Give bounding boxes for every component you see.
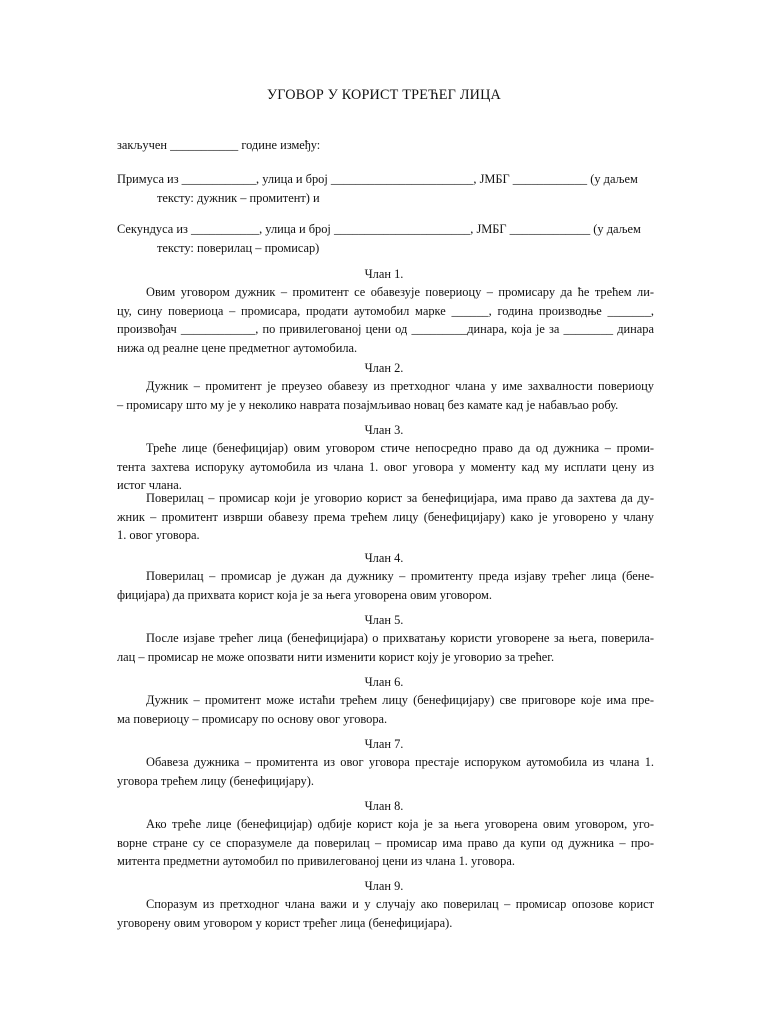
- article-9-heading: Члан 9.: [364, 879, 404, 893]
- article-line: Овим уговором дужник – промитент се обавезује повериоцу – промисару да ће трећем ли-: [146, 285, 654, 299]
- article-line: истог члана.: [117, 478, 182, 492]
- article-7-paragraph: [117, 753, 654, 790]
- article-3-paragraph-2: [117, 489, 654, 545]
- article-3-heading: Члан 3.: [364, 423, 404, 437]
- promisee-line-1: Секундуса из ___________, улица и број ______________________, ЈМБГ _____________ (у даљем: [117, 222, 641, 236]
- article-line: жник – промитент изврши обавезу према трећем лицу (бенефицијару) како је уговорено у члану: [117, 509, 654, 524]
- article-1-paragraph: [117, 283, 654, 357]
- article-5-paragraph: [117, 629, 654, 666]
- article-9-paragraph: [117, 895, 654, 932]
- article-line: Обавеза дужника – промитента из овог уговора престаје испоруком аутомобила из члана 1.: [146, 755, 654, 769]
- article-6-paragraph: [117, 691, 654, 728]
- promisee-party: [117, 220, 654, 257]
- article-3-paragraph-1: [117, 439, 654, 495]
- article-4-paragraph: [117, 567, 654, 604]
- article-line: Споразум из претходног члана важи и у случају ако поверилац – промисар опозове корист: [146, 897, 654, 911]
- article-line: Треће лице (бенефицијар) овим уговором стиче непосредно право да од дужника – проми-: [146, 441, 654, 455]
- article-5-heading: Члан 5.: [364, 613, 404, 627]
- article-6-heading: Члан 6.: [364, 675, 404, 689]
- article-line: – промисару што му је у неколико наврата позајмљивао новац без камате кад је набављао робу.: [117, 397, 619, 412]
- article-line: ма повериоцу – промисару по основу овог уговора.: [117, 711, 388, 726]
- article-8-paragraph: [117, 815, 654, 871]
- article-1-heading: Члан 1.: [364, 267, 404, 281]
- article-line: Дужник – промитент може истаћи трећем лицу (бенефицијару) све приговоре које има пре-: [146, 693, 654, 707]
- promisor-line-2: тексту: дужник – промитент) и: [157, 190, 320, 205]
- article-4-heading: Члан 4.: [364, 551, 404, 565]
- article-line: уговорену овим уговором у корист трећег лица (бенефицијара).: [117, 915, 453, 930]
- article-line: Ако треће лице (бенефицијар) одбије корист која је за њега уговорена овим уговором, уго-: [146, 817, 654, 831]
- article-line: уговора трећем лицу (бенефицијару).: [117, 773, 314, 788]
- article-line: Дужник – промитент је преузео обавезу из претходног члана у име захвалности повериоцу: [146, 379, 654, 393]
- article-8-heading: Члан 8.: [364, 799, 404, 813]
- promisor-line-1: Примуса из ____________, улица и број _______________________, ЈМБГ ____________ (у даљем: [117, 172, 638, 186]
- concluded-line: закључен ___________ године између:: [117, 138, 321, 152]
- promisor-party: [117, 170, 654, 207]
- article-line: фицијара) да прихвата корист која је за њега уговорена овим уговором.: [117, 587, 492, 602]
- article-7-heading: Члан 7.: [364, 737, 404, 751]
- article-line: митента предметни аутомобил по привилегованој цени из члана 1. уговора.: [117, 854, 515, 868]
- article-line: 1. овог уговора.: [117, 528, 200, 542]
- article-line: Поверилац – промисар је дужан да дужнику – промитенту преда изјаву трећег лица (бене-: [146, 569, 654, 583]
- promisee-line-2: тексту: поверилац – промисар): [157, 240, 320, 255]
- article-line: лац – промисар не може опозвати нити изменити корист коју је уговорио за трећег.: [117, 649, 555, 664]
- article-line: После изјаве трећег лица (бенефицијара) о прихватању користи уговорене за њега, поверила-: [146, 631, 654, 645]
- article-2-paragraph: [117, 377, 654, 414]
- article-2-heading: Члан 2.: [364, 361, 404, 375]
- document-title: УГОВОР У КОРИСТ ТРЕЋЕГ ЛИЦА: [267, 87, 501, 103]
- article-line: цу, сину повериоца – промисара, продати аутомобил марке ______, година производње _______,: [117, 303, 654, 318]
- article-line: нижа од реалне цене предметног аутомобила.: [117, 340, 358, 355]
- article-line: тента захтева испоруку аутомобила из члана 1. овог уговора у моменту кад му исплати цену из: [117, 459, 654, 474]
- article-line: Поверилац – промисар који је уговорио корист за бенефицијара, има право да захтева да ду-: [146, 491, 654, 505]
- article-line: произвођач ____________, по привилегованој цени од _________динара, која је за ________ динара: [117, 322, 654, 336]
- article-line: ворне стране су се споразумеле да поверилац – промисар има право да купи од дужника – про-: [117, 835, 654, 850]
